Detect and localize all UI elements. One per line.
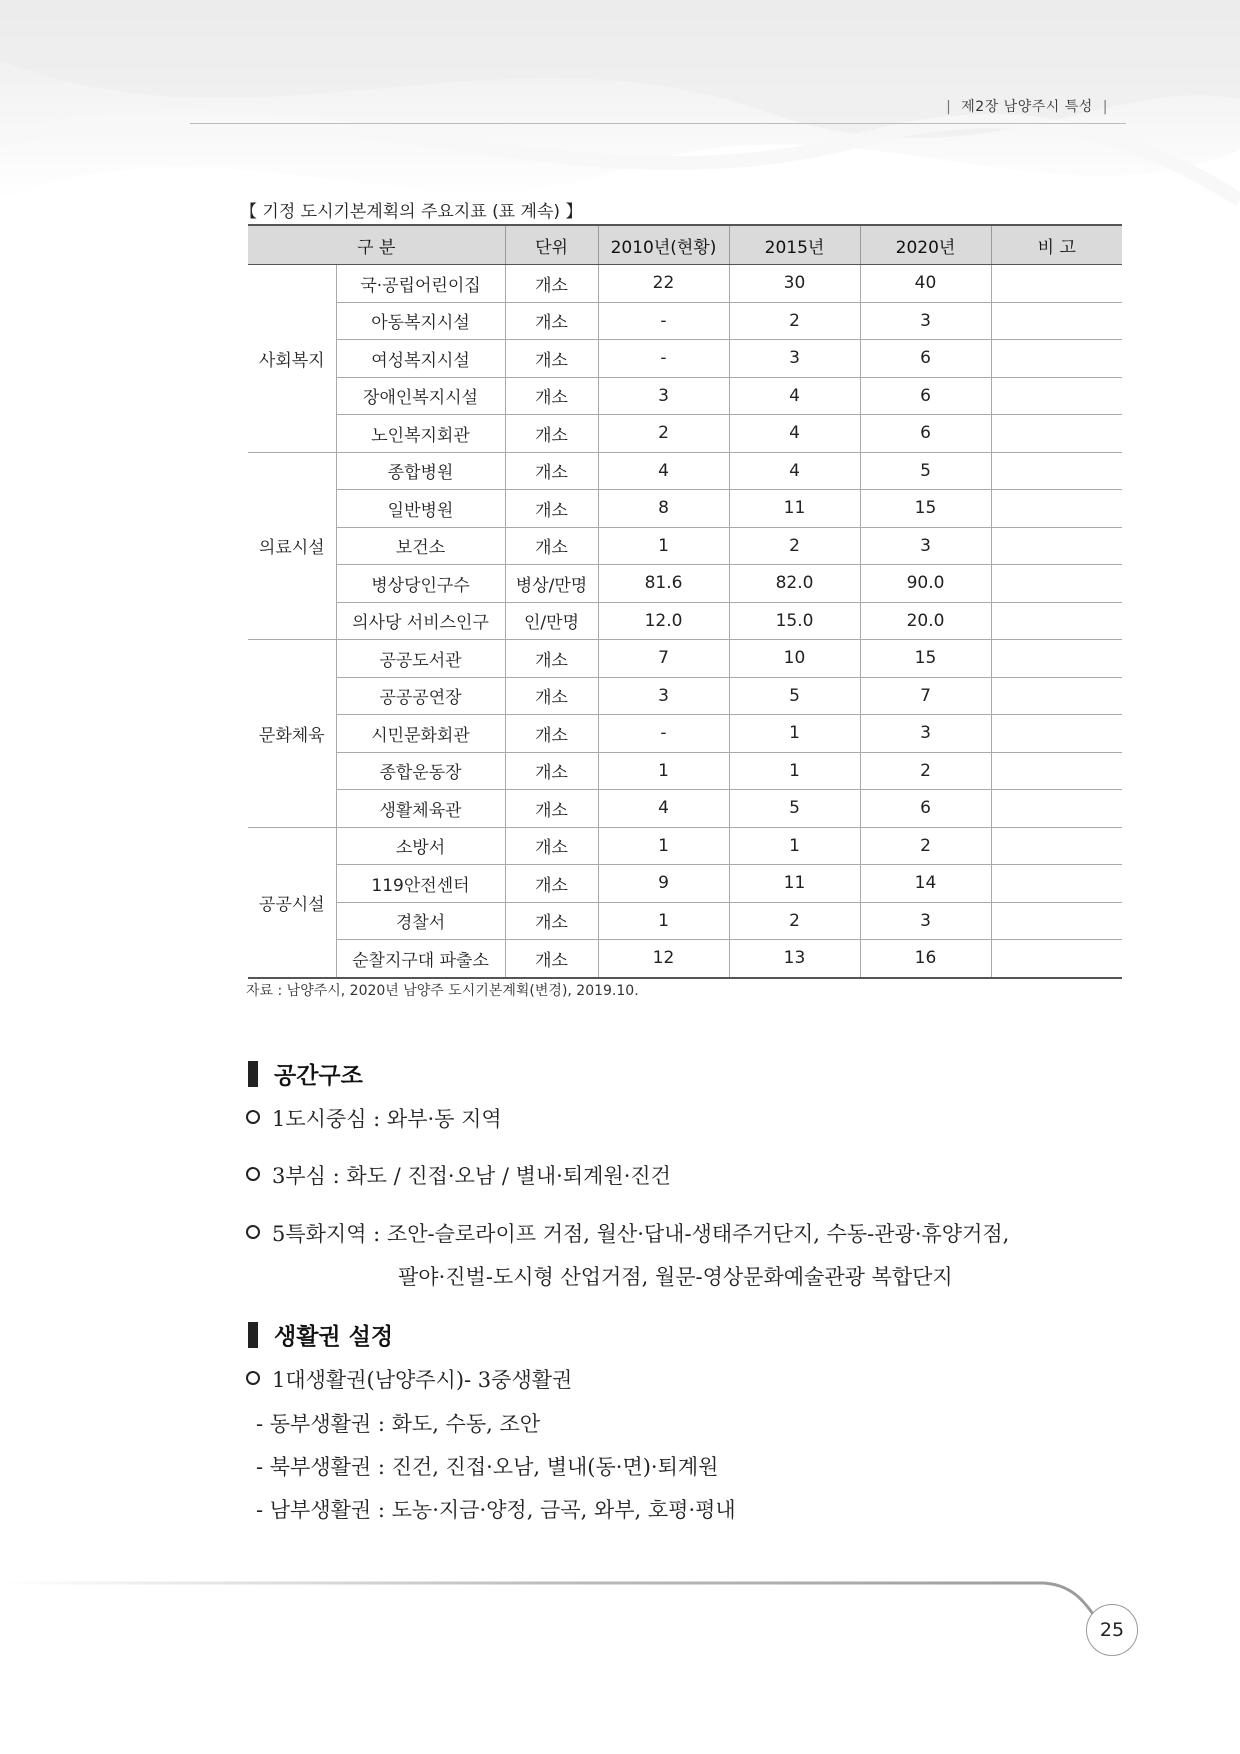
table-row	[248, 377, 1122, 415]
value-2010-cell: 12.0	[598, 602, 729, 640]
item-cell: 119안전센터	[336, 865, 505, 903]
value-2020-cell: 2	[860, 827, 991, 865]
unit-cell: 개소	[505, 490, 598, 528]
unit-cell: 개소	[505, 790, 598, 828]
value-2015-cell: 2	[729, 527, 860, 565]
header-rule	[190, 123, 1126, 124]
item-cell: 생활체육관	[336, 790, 505, 828]
remarks-cell	[991, 302, 1122, 340]
unit-cell: 개소	[505, 752, 598, 790]
value-2010-cell: -	[598, 715, 729, 753]
table-body	[248, 265, 1122, 978]
unit-cell: 개소	[505, 302, 598, 340]
remarks-cell	[991, 865, 1122, 903]
value-2015-cell: 2	[729, 902, 860, 940]
item-cell: 아동복지시설	[336, 302, 505, 340]
value-2010-cell: 4	[598, 790, 729, 828]
table-row	[248, 902, 1122, 940]
unit-cell: 개소	[505, 452, 598, 490]
value-2015-cell: 5	[729, 677, 860, 715]
chapter-title: 제2장 남양주시 특성	[961, 99, 1093, 115]
circle-bullet-icon	[246, 1225, 260, 1239]
value-2010-cell: 2	[598, 415, 729, 453]
value-2015-cell: 1	[729, 827, 860, 865]
circle-bullet-icon	[246, 1371, 260, 1385]
value-2020-cell: 5	[860, 452, 991, 490]
value-2010-cell: 7	[598, 640, 729, 678]
category-cell: 문화체육	[248, 640, 336, 828]
value-2010-cell: 1	[598, 527, 729, 565]
table-row	[248, 677, 1122, 715]
value-2020-cell: 6	[860, 340, 991, 378]
value-2020-cell: 2	[860, 752, 991, 790]
unit-cell: 개소	[505, 902, 598, 940]
unit-cell: 개소	[505, 415, 598, 453]
circle-bullet-icon	[246, 1110, 260, 1124]
col-header-category: 구 분	[248, 225, 505, 265]
header-divider-left: |	[946, 99, 952, 115]
item-cell: 병상당인구수	[336, 565, 505, 603]
col-header-2020: 2020년	[860, 225, 991, 265]
remarks-cell	[991, 340, 1122, 378]
sub-item: - 북부생활권 : 진건, 진접·오남, 별내(동·면)·퇴계원	[256, 1455, 719, 1479]
table-source: 자료 : 남양주시, 2020년 남양주 도시기본계획(변경), 2019.10.	[246, 983, 639, 999]
category-cell: 공공시설	[248, 827, 336, 978]
item-cell: 일반병원	[336, 490, 505, 528]
value-2015-cell: 13	[729, 940, 860, 978]
table-row	[248, 527, 1122, 565]
value-2015-cell: 82.0	[729, 565, 860, 603]
item-cell: 노인복지회관	[336, 415, 505, 453]
remarks-cell	[991, 752, 1122, 790]
table-header-row	[248, 225, 1122, 265]
bullet-item	[246, 1160, 671, 1190]
value-2010-cell: 81.6	[598, 565, 729, 603]
unit-cell: 개소	[505, 865, 598, 903]
table-row	[248, 265, 1122, 303]
unit-cell: 개소	[505, 827, 598, 865]
value-2015-cell: 4	[729, 415, 860, 453]
item-cell: 의사당 서비스인구	[336, 602, 505, 640]
table-row	[248, 340, 1122, 378]
table-row	[248, 827, 1122, 865]
item-cell: 여성복지시설	[336, 340, 505, 378]
remarks-cell	[991, 490, 1122, 528]
item-cell: 국·공립어린이집	[336, 265, 505, 303]
value-2015-cell: 15.0	[729, 602, 860, 640]
value-2010-cell: 3	[598, 377, 729, 415]
col-header-remarks: 비 고	[991, 225, 1122, 265]
remarks-cell	[991, 677, 1122, 715]
unit-cell: 개소	[505, 677, 598, 715]
value-2010-cell: 1	[598, 827, 729, 865]
value-2015-cell: 1	[729, 752, 860, 790]
value-2010-cell: 1	[598, 902, 729, 940]
circle-bullet-icon	[246, 1167, 260, 1181]
remarks-cell	[991, 715, 1122, 753]
remarks-cell	[991, 827, 1122, 865]
bullet-item	[246, 1364, 572, 1394]
value-2015-cell: 11	[729, 865, 860, 903]
remarks-cell	[991, 452, 1122, 490]
remarks-cell	[991, 265, 1122, 303]
bullet-text: 5특화지역 : 조안-슬로라이프 거점, 월산·답내-생태주거단지, 수동-관광·휴양거점,	[272, 1222, 1010, 1246]
col-header-unit: 단위	[505, 225, 598, 265]
table-row	[248, 790, 1122, 828]
value-2010-cell: 22	[598, 265, 729, 303]
table-row	[248, 752, 1122, 790]
table-row	[248, 865, 1122, 903]
value-2020-cell: 14	[860, 865, 991, 903]
value-2015-cell: 10	[729, 640, 860, 678]
table-row	[248, 640, 1122, 678]
item-cell: 공공도서관	[336, 640, 505, 678]
remarks-cell	[991, 565, 1122, 603]
section-heading-spatial	[248, 1057, 363, 1090]
category-cell: 의료시설	[248, 452, 336, 640]
value-2015-cell: 4	[729, 377, 860, 415]
bullet-text: 1도시중심 : 와부·동 지역	[272, 1107, 502, 1131]
value-2020-cell: 6	[860, 377, 991, 415]
table-row	[248, 940, 1122, 978]
remarks-cell	[991, 602, 1122, 640]
remarks-cell	[991, 940, 1122, 978]
value-2010-cell: -	[598, 302, 729, 340]
value-2020-cell: 6	[860, 790, 991, 828]
value-2020-cell: 15	[860, 490, 991, 528]
header-divider-right: |	[1102, 99, 1108, 115]
item-cell: 공공공연장	[336, 677, 505, 715]
value-2015-cell: 5	[729, 790, 860, 828]
remarks-cell	[991, 377, 1122, 415]
value-2010-cell: -	[598, 340, 729, 378]
table-row	[248, 565, 1122, 603]
table-row	[248, 452, 1122, 490]
value-2015-cell: 4	[729, 452, 860, 490]
value-2020-cell: 6	[860, 415, 991, 453]
table-row	[248, 715, 1122, 753]
unit-cell: 개소	[505, 265, 598, 303]
unit-cell: 병상/만명	[505, 565, 598, 603]
unit-cell: 개소	[505, 527, 598, 565]
indicator-table	[248, 224, 1122, 979]
sub-item: - 동부생활권 : 화도, 수동, 조안	[256, 1412, 541, 1436]
remarks-cell	[991, 415, 1122, 453]
table-row	[248, 490, 1122, 528]
unit-cell: 개소	[505, 715, 598, 753]
bullet-continuation: 팔야·진벌-도시형 산업거점, 월문-영상문화예술관광 복합단지	[398, 1265, 953, 1289]
item-cell: 경찰서	[336, 902, 505, 940]
value-2010-cell: 8	[598, 490, 729, 528]
item-cell: 종합운동장	[336, 752, 505, 790]
unit-cell: 개소	[505, 640, 598, 678]
value-2020-cell: 16	[860, 940, 991, 978]
table-row	[248, 302, 1122, 340]
remarks-cell	[991, 640, 1122, 678]
section-title: 생활권 설정	[274, 1324, 394, 1350]
item-cell: 순찰지구대 파출소	[336, 940, 505, 978]
table-caption: 【 기정 도시기본계획의 주요지표 (표 계속) 】	[240, 202, 583, 222]
unit-cell: 개소	[505, 377, 598, 415]
value-2020-cell: 7	[860, 677, 991, 715]
category-cell: 사회복지	[248, 265, 336, 453]
value-2015-cell: 3	[729, 340, 860, 378]
bullet-text: 3부심 : 화도 / 진접·오남 / 별내·퇴계원·진건	[272, 1164, 671, 1188]
value-2010-cell: 9	[598, 865, 729, 903]
table-row	[248, 415, 1122, 453]
section-marker	[248, 1061, 258, 1087]
value-2020-cell: 40	[860, 265, 991, 303]
unit-cell: 개소	[505, 940, 598, 978]
item-cell: 보건소	[336, 527, 505, 565]
bullet-item	[246, 1218, 1009, 1248]
value-2020-cell: 3	[860, 715, 991, 753]
value-2010-cell: 12	[598, 940, 729, 978]
sub-item: - 남부생활권 : 도농·지금·양정, 금곡, 와부, 호평·평내	[256, 1498, 736, 1522]
value-2020-cell: 15	[860, 640, 991, 678]
col-header-2015: 2015년	[729, 225, 860, 265]
section-marker	[248, 1322, 258, 1348]
value-2015-cell: 2	[729, 302, 860, 340]
value-2015-cell: 1	[729, 715, 860, 753]
value-2020-cell: 3	[860, 527, 991, 565]
value-2010-cell: 1	[598, 752, 729, 790]
value-2010-cell: 3	[598, 677, 729, 715]
value-2020-cell: 3	[860, 302, 991, 340]
bullet-item	[246, 1103, 502, 1133]
col-header-2010: 2010년(현황)	[598, 225, 729, 265]
page-header	[936, 96, 1118, 116]
value-2020-cell: 20.0	[860, 602, 991, 640]
value-2015-cell: 11	[729, 490, 860, 528]
unit-cell: 인/만명	[505, 602, 598, 640]
table-row	[248, 602, 1122, 640]
bullet-text: 1대생활권(남양주시)- 3중생활권	[272, 1368, 573, 1392]
item-cell: 종합병원	[336, 452, 505, 490]
remarks-cell	[991, 902, 1122, 940]
value-2015-cell: 30	[729, 265, 860, 303]
item-cell: 소방서	[336, 827, 505, 865]
footer-rule	[0, 1580, 1240, 1640]
item-cell: 장애인복지시설	[336, 377, 505, 415]
value-2010-cell: 4	[598, 452, 729, 490]
value-2020-cell: 90.0	[860, 565, 991, 603]
section-heading-living	[248, 1318, 393, 1351]
page-number: 25	[1086, 1604, 1138, 1656]
unit-cell: 개소	[505, 340, 598, 378]
section-title: 공간구조	[274, 1063, 363, 1089]
remarks-cell	[991, 527, 1122, 565]
remarks-cell	[991, 790, 1122, 828]
item-cell: 시민문화회관	[336, 715, 505, 753]
value-2020-cell: 3	[860, 902, 991, 940]
